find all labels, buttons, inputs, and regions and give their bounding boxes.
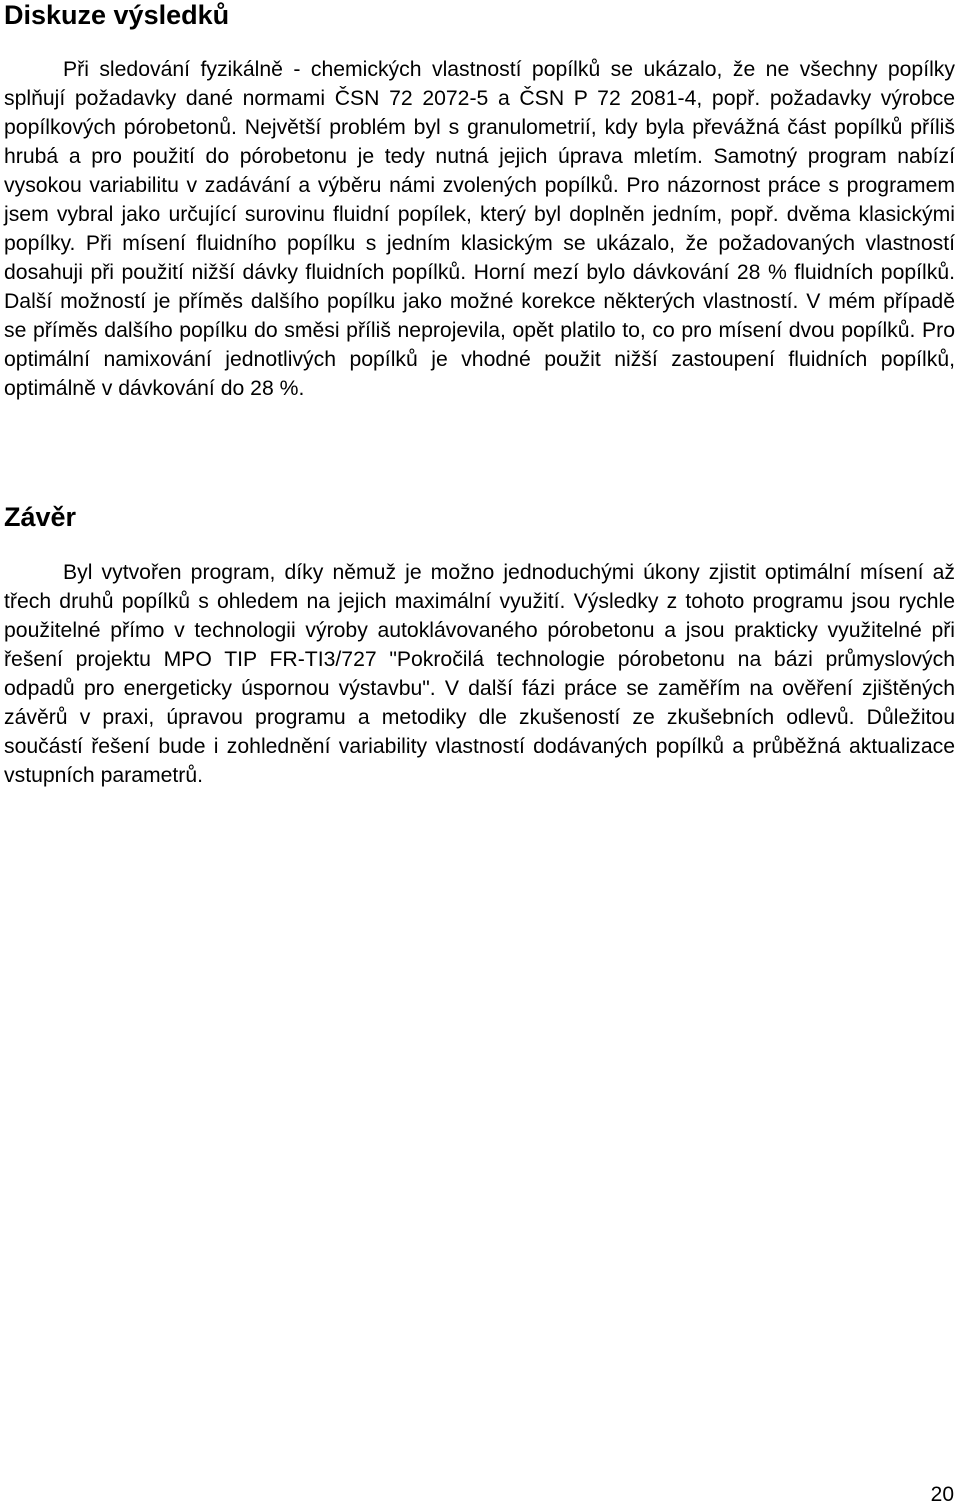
section-heading-conclusion: Závěr: [4, 502, 77, 532]
paragraph-conclusion: Byl vytvořen program, díky němuž je možno jednoduchými úkony zjistit optimální mísení až třech druhů popílků s ohledem na jejich maximální využití. Výsledky z tohoto programu jsou rychle použitelné přímo v technologii výroby autoklávovaného pórobetonu a jsou prakticky využitelné při řešení projektu MPO TIP FR-TI3/727 "Pokročilá technologie pórobetonu na bázi průmyslových odpadů pro energeticky úspornou výstavbu". V další fázi práce se zaměřím na ověření zjištěných závěrů v praxi, úpravou programu a metodiky dle zkušeností ze zkušebních odlevů. Důležitou součástí řešení bude i zohlednění variability vlastností dodávaných popílků a průběžná aktualizace vstupních parametrů.: [4, 561, 955, 787]
paragraph-discussion: Při sledování fyzikálně - chemických vlastností popílků se ukázalo, že ne všechny popílky splňují požadavky dané normami ČSN 72 2072-5 a ČSN P 72 2081-4, popř. požadavky výrobce popílkových pórobetonů. Největší problém byl s granulometrií, kdy byla převážná část popílků příliš hrubá a pro použití do pórobetonu je tedy nutná jejich úprava mletím. Samotný program nabízí vysokou variabilitu v zadávání a výběru námi zvolených popílků. Pro názornost práce s programem jsem vybral jako určující surovinu fluidní popílek, který byl doplněn jedním, popř. dvěma klasickými popílky. Při mísení fluidního popílku s jedním klasickým se ukázalo, že požadovaných vlastností dosahuji při použití nižší dávky fluidních popílků. Horní mezí bylo dávkování 28 % fluidních popílků. Další možností je příměs dalšího popílku jako možné korekce některých vlastností. V mém případě se příměs dalšího popílku do směsi příliš neprojevila, opět platilo to, co pro mísení dvou popílků. Pro optimální namixování jednotlivých popílků je vhodné použit nižší zastoupení fluidních popílků, optimálně v dávkování do 28 %.: [4, 58, 955, 400]
page-number: 20: [930, 1483, 954, 1506]
section-heading-discussion: Diskuze výsledků: [4, 0, 230, 30]
